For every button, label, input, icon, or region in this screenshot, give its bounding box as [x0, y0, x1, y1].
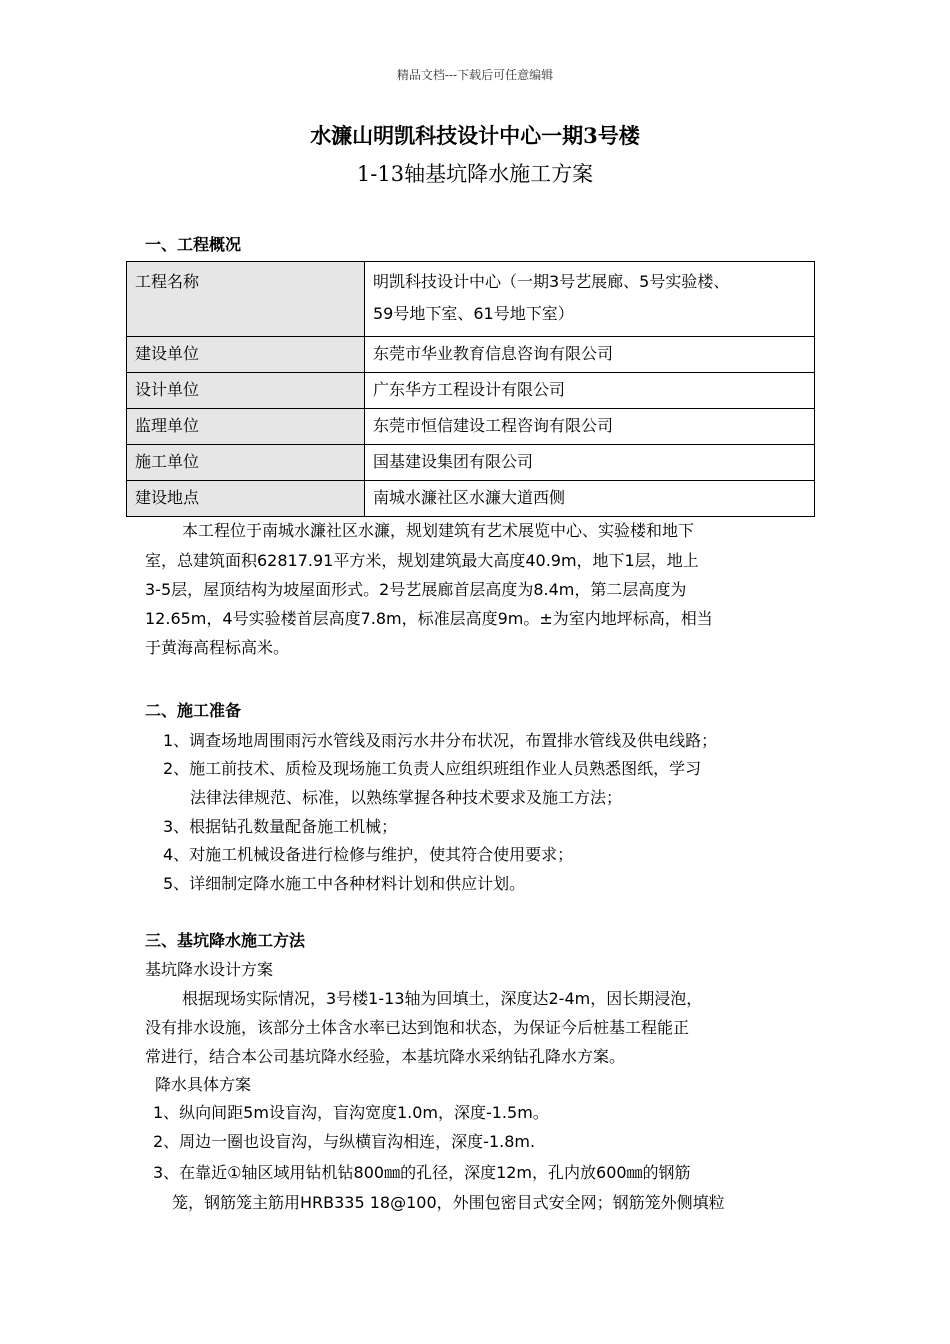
- watermark-text: 精品文档---下载后可任意编辑: [396, 68, 554, 82]
- method-paragraph-line: 没有排水设施，该部分土体含水率已达到饱和状态，为保证今后桩基工程能正: [145, 1018, 690, 1037]
- overview-paragraph-line: 3-5层，屋顶结构为坡屋面形式。2号艺展廊首层高度为8.4m，第二层高度为: [145, 580, 687, 599]
- table-value-line: 59号地下室、61号地下室）: [373, 304, 574, 323]
- section-2-heading: 二、施工准备: [145, 701, 242, 720]
- table-value: [365, 262, 815, 337]
- dewatering-item-continuation: 笼，钢筋笼主筋用HRB335 18@100，外围包密目式安全网；钢筋笼外侧填粒: [172, 1193, 725, 1212]
- table-value: 国基建设集团有限公司: [365, 445, 815, 481]
- table-value: 广东华方工程设计有限公司: [365, 373, 815, 409]
- dewatering-item: 1、纵向间距5m设盲沟，盲沟宽度1.0m，深度-1.5m。: [153, 1103, 549, 1122]
- table-row: [127, 262, 815, 337]
- preparation-item: 1、调查场地周围雨污水管线及雨污水井分布状况，布置排水管线及供电线路；: [163, 731, 718, 750]
- section-3-heading: 三、基坑降水施工方法: [145, 931, 306, 950]
- overview-paragraph-line: 本工程位于南城水濂社区水濂，规划建筑有艺术展览中心、实验楼和地下: [182, 521, 695, 540]
- table-value: 东莞市华业教育信息咨询有限公司: [365, 337, 815, 373]
- table-label: 监理单位: [127, 409, 365, 445]
- overview-paragraph-line: 12.65m，4号实验楼首层高度7.8m，标准层高度9m。±为室内地坪标高，相当: [145, 609, 713, 628]
- table-row: [127, 337, 815, 373]
- table-label: 施工单位: [127, 445, 365, 481]
- table-label: 工程名称: [127, 262, 365, 337]
- preparation-item: 3、根据钻孔数量配备施工机械；: [163, 817, 398, 836]
- dewatering-item: 3、在靠近①轴区域用钻机钻800㎜的孔径，深度12m，孔内放600㎜的钢筋: [153, 1163, 691, 1182]
- table-label: 建设单位: [127, 337, 365, 373]
- dewatering-item: 2、周边一圈也设盲沟，与纵横盲沟相连，深度-1.8m.: [153, 1132, 536, 1151]
- table-value-line: 明凯科技设计中心（一期3号艺展廊、5号实验楼、: [373, 272, 730, 291]
- table-row: [127, 445, 815, 481]
- overview-paragraph-line: 室，总建筑面积62817.91平方米，规划建筑最大高度40.9m，地下1层，地上: [145, 551, 699, 570]
- table-row: [127, 373, 815, 409]
- document-title: 水濂山明凯科技设计中心一期3号楼: [310, 123, 640, 148]
- dewatering-plan-subheading: 降水具体方案: [155, 1075, 252, 1094]
- method-paragraph-line: 根据现场实际情况，3号楼1-13轴为回填土，深度达2-4m，因长期浸泡，: [182, 989, 703, 1008]
- preparation-item: 2、施工前技术、质检及现场施工负责人应组织班组作业人员熟悉图纸，学习: [163, 759, 702, 778]
- overview-paragraph-line: 于黄海高程标高米。: [145, 638, 290, 657]
- preparation-item-continuation: 法律法律规范、标准，以熟练掌握各种技术要求及施工方法；: [190, 788, 623, 807]
- method-paragraph-line: 常进行，结合本公司基坑降水经验，本基坑降水采纳钻孔降水方案。: [145, 1047, 626, 1066]
- section-1-heading: 一、工程概况: [145, 235, 242, 254]
- table-label: 设计单位: [127, 373, 365, 409]
- project-info-table: [126, 261, 815, 517]
- table-label: 建设地点: [127, 481, 365, 517]
- document-subtitle: 1-13轴基坑降水施工方案: [356, 162, 594, 186]
- preparation-item: 4、对施工机械设备进行检修与维护，使其符合使用要求；: [163, 845, 574, 864]
- table-row: [127, 481, 815, 517]
- table-value: 东莞市恒信建设工程咨询有限公司: [365, 409, 815, 445]
- table-value: 南城水濂社区水濂大道西侧: [365, 481, 815, 517]
- preparation-item: 5、详细制定降水施工中各种材料计划和供应计划。: [163, 874, 526, 893]
- table-row: [127, 409, 815, 445]
- section-3-subheading: 基坑降水设计方案: [145, 960, 274, 979]
